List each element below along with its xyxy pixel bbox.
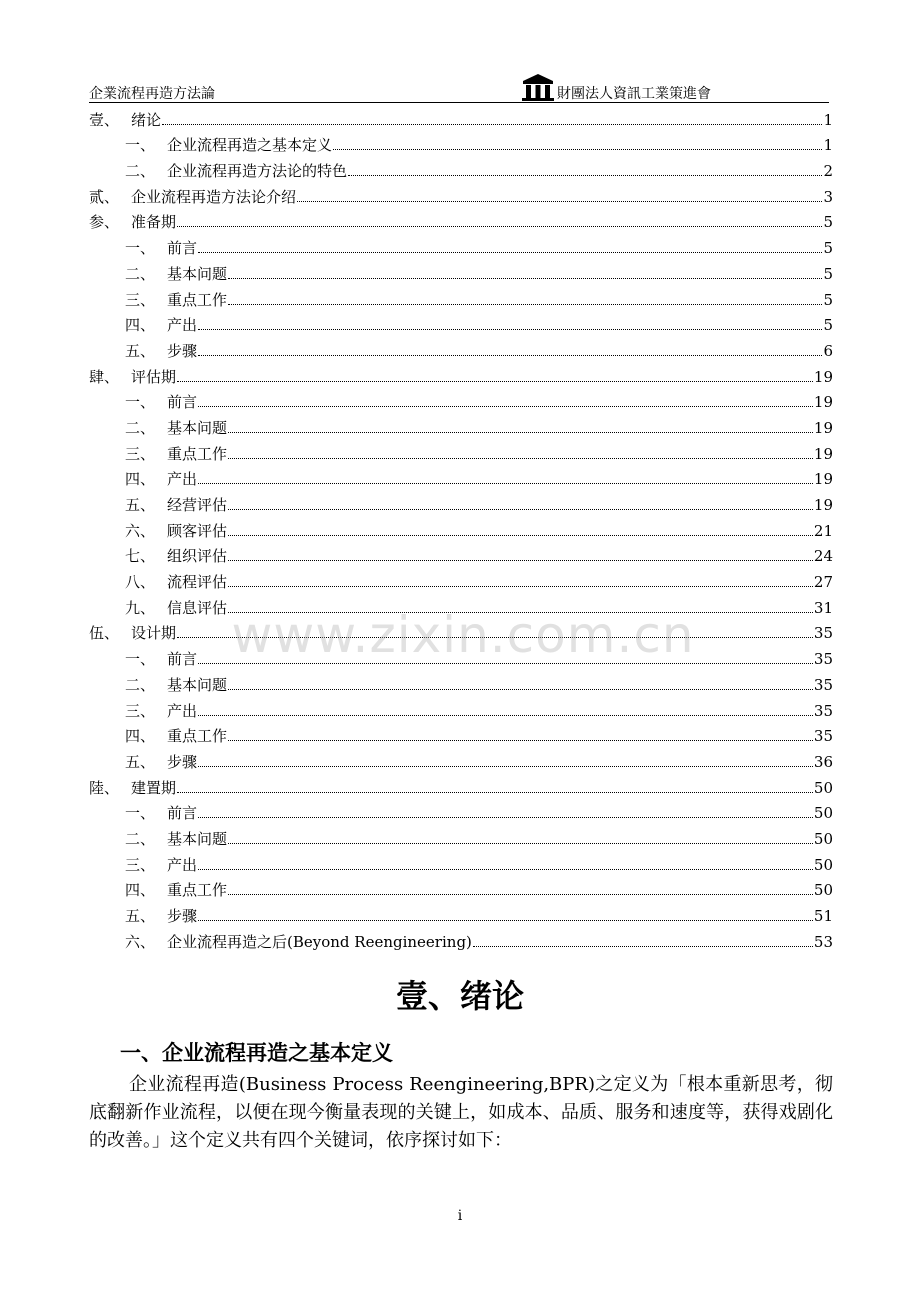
toc-dot-leader [228,585,813,587]
toc-entry-number: 六、 [125,932,156,951]
toc-dot-leader [177,636,813,638]
toc-entry-title: 建置期 [131,778,177,797]
toc-entry-page: 19 [813,470,833,489]
toc-section-entry[interactable] [89,567,833,593]
toc-entry-page: 53 [813,932,833,951]
toc-section-entry[interactable] [89,722,833,748]
toc-dot-leader [473,945,813,947]
toc-dot-leader [162,123,822,125]
toc-section-entry[interactable] [89,259,833,285]
toc-entry-title: 产出 [167,470,198,489]
toc-entry-title: 企业流程再造之基本定义 [167,136,333,155]
toc-entry-number: 四、 [125,316,156,335]
toc-entry-title: 经营评估 [167,496,228,514]
toc-entry-title: 前言 [167,804,198,823]
toc-dot-leader [228,457,813,459]
toc-entry-page: 5 [823,239,833,258]
toc-dot-leader [177,791,813,793]
toc-entry-title: 前言 [167,239,198,258]
toc-entry-number: 贰、 [89,187,120,206]
toc-entry-title: 企业流程再造方法论的特色 [167,162,348,181]
toc-entry-page: 5 [823,290,833,309]
toc-section-entry[interactable] [89,670,833,696]
toc-chapter-entry[interactable] [89,208,833,234]
toc-chapter-entry[interactable] [89,182,833,208]
section-title: 一、企业流程再造之基本定义 [120,1041,393,1065]
toc-section-entry[interactable] [89,336,833,362]
toc-section-entry[interactable] [89,696,833,722]
header-organization [521,72,711,102]
toc-section-entry[interactable] [89,901,833,927]
toc-entry-number: 三、 [125,444,156,463]
toc-entry-title: 重点工作 [167,881,228,900]
toc-entry-page: 21 [813,521,833,540]
toc-section-entry[interactable] [89,490,833,516]
watermark: www.zixin.com.cn [231,606,695,664]
toc-dot-leader [228,534,813,536]
toc-entry-number: 九、 [125,598,156,617]
toc-entry-page: 31 [813,598,833,617]
toc-section-entry[interactable] [89,824,833,850]
toc-section-entry[interactable] [89,927,833,953]
toc-entry-number: 三、 [125,290,156,309]
toc-entry-page: 35 [813,675,833,694]
toc-dot-leader [198,482,813,484]
toc-dot-leader [198,251,822,253]
toc-entry-page: 19 [813,367,833,386]
toc-entry-page: 2 [823,162,833,181]
toc-section-entry[interactable] [89,156,833,182]
toc-entry-page: 5 [823,213,833,232]
toc-entry-title: 评估期 [131,367,177,386]
header-org-name: 財團法人資訊工業策進會 [557,86,711,102]
toc-entry-number: 八、 [125,573,156,592]
toc-entry-number: 五、 [125,496,156,514]
toc-entry-page: 1 [823,136,833,155]
toc-entry-title: 基本问题 [167,675,228,694]
toc-section-entry[interactable] [89,516,833,542]
toc-dot-leader [198,714,813,716]
toc-entry-page: 6 [823,341,833,360]
toc-entry-title: 步骤 [167,341,198,360]
toc-section-entry[interactable] [89,747,833,773]
toc-section-entry[interactable] [89,131,833,157]
toc-dot-leader [198,662,813,664]
toc-entry-title: 产出 [167,855,198,874]
toc-dot-leader [228,842,813,844]
toc-entry-title: 信息评估 [167,598,228,617]
toc-dot-leader [228,431,813,433]
toc-dot-leader [198,816,813,818]
toc-entry-title: 产出 [167,316,198,335]
toc-entry-page: 3 [823,187,833,206]
toc-entry-number: 伍、 [89,624,120,643]
toc-entry-number: 一、 [125,804,156,823]
toc-entry-page: 5 [823,316,833,335]
toc-chapter-entry[interactable] [89,105,833,131]
toc-entry-title: 重点工作 [167,727,228,746]
toc-chapter-entry[interactable] [89,773,833,799]
toc-section-entry[interactable] [89,439,833,465]
toc-entry-page: 1 [823,110,833,129]
toc-dot-leader [228,559,813,561]
toc-dot-leader [228,508,813,510]
toc-section-entry[interactable] [89,388,833,414]
toc-entry-page: 35 [813,624,833,643]
toc-entry-page: 35 [813,701,833,720]
toc-dot-leader [228,688,813,690]
toc-entry-title: 步骤 [167,907,198,925]
toc-entry-page: 50 [813,778,833,797]
toc-entry-title: 重点工作 [167,290,228,309]
toc-entry-number: 三、 [125,855,156,874]
toc-dot-leader [228,739,813,741]
toc-dot-leader [198,328,822,330]
toc-section-entry[interactable] [89,542,833,568]
toc-entry-page: 50 [813,881,833,900]
toc-section-entry[interactable] [89,876,833,902]
toc-dot-leader [228,611,813,613]
toc-dot-leader [228,303,822,305]
toc-dot-leader [348,174,822,176]
building-columns-icon [521,72,555,102]
toc-entry-number: 陸、 [89,778,120,797]
toc-entry-page: 35 [813,650,833,669]
toc-entry-title: 组织评估 [167,547,228,566]
toc-entry-number: 四、 [125,470,156,489]
toc-entry-title: 基本问题 [167,829,228,848]
toc-entry-number: 一、 [125,136,156,155]
toc-entry-number: 二、 [125,829,156,848]
toc-entry-title: 基本问题 [167,264,228,283]
toc-section-entry[interactable] [89,644,833,670]
toc-chapter-entry[interactable] [89,362,833,388]
toc-entry-number: 二、 [125,418,156,437]
toc-entry-title: 流程评估 [167,573,228,592]
toc-entry-title: 企业流程再造方法论介绍 [131,187,297,206]
toc-section-entry[interactable] [89,465,833,491]
table-of-contents [89,105,833,953]
toc-dot-leader [297,200,822,202]
toc-entry-number: 参、 [89,213,120,232]
toc-dot-leader [177,225,822,227]
toc-entry-page: 50 [813,804,833,823]
header-document-title: 企業流程再造方法論 [89,86,215,102]
toc-dot-leader [198,354,822,356]
toc-dot-leader [333,148,822,150]
toc-entry-number: 一、 [125,650,156,669]
toc-entry-page: 50 [813,829,833,848]
toc-section-entry[interactable] [89,593,833,619]
toc-entry-number: 三、 [125,701,156,720]
toc-entry-page: 19 [813,393,833,412]
toc-entry-page: 19 [813,418,833,437]
toc-entry-number: 二、 [125,162,156,181]
toc-dot-leader [198,919,813,921]
toc-entry-number: 七、 [125,547,156,566]
toc-entry-number: 一、 [125,239,156,258]
toc-entry-title: 顾客评估 [167,521,228,540]
toc-dot-leader [198,405,813,407]
toc-dot-leader [228,893,813,895]
toc-entry-title: 前言 [167,393,198,412]
toc-section-entry[interactable] [89,413,833,439]
toc-entry-page: 35 [813,727,833,746]
toc-entry-title: 重点工作 [167,444,228,463]
toc-entry-number: 六、 [125,521,156,540]
toc-entry-title: 企业流程再造之后(Beyond Reengineering) [167,932,472,951]
toc-section-entry[interactable] [89,285,833,311]
body-paragraph: 企业流程再造(Business Process Reengineering,BPR)之定义为「根本重新思考，彻底翻新作业流程，以便在现今衡量表现的关键上，如成本、品质、服务和速度等，获得戏剧化的改善。」这个定义共有四个关键词，依序探讨如下： [89,1074,833,1151]
toc-entry-number: 五、 [125,341,156,360]
toc-dot-leader [177,380,813,382]
toc-entry-number: 一、 [125,393,156,412]
toc-entry-title: 准备期 [131,213,177,232]
toc-entry-page: 36 [813,752,833,771]
toc-entry-title: 前言 [167,650,198,669]
chapter-title: 壹、绪论 [395,977,524,1015]
toc-chapter-entry[interactable] [89,619,833,645]
toc-entry-page: 51 [813,907,833,925]
toc-entry-number: 壹、 [89,110,120,129]
toc-entry-page: 27 [813,573,833,592]
toc-entry-title: 绪论 [131,110,162,129]
toc-dot-leader [198,868,813,870]
toc-entry-page: 19 [813,496,833,514]
toc-dot-leader [198,765,813,767]
toc-section-entry[interactable] [89,850,833,876]
toc-dot-leader [228,277,822,279]
toc-entry-number: 五、 [125,752,156,771]
toc-entry-page: 50 [813,855,833,874]
page-header [89,68,829,103]
toc-entry-number: 五、 [125,907,156,925]
toc-section-entry[interactable] [89,311,833,337]
toc-entry-title: 产出 [167,701,198,720]
toc-section-entry[interactable] [89,233,833,259]
toc-entry-page: 24 [813,547,833,566]
toc-entry-number: 四、 [125,727,156,746]
toc-entry-number: 二、 [125,264,156,283]
toc-entry-title: 基本问题 [167,418,228,437]
toc-entry-page: 5 [823,264,833,283]
toc-entry-title: 步骤 [167,752,198,771]
toc-entry-title: 设计期 [131,624,177,643]
toc-entry-number: 二、 [125,675,156,694]
toc-entry-number: 肆、 [89,367,120,386]
page-number: i [457,1208,463,1224]
toc-section-entry[interactable] [89,799,833,825]
toc-entry-page: 19 [813,444,833,463]
toc-entry-number: 四、 [125,881,156,900]
